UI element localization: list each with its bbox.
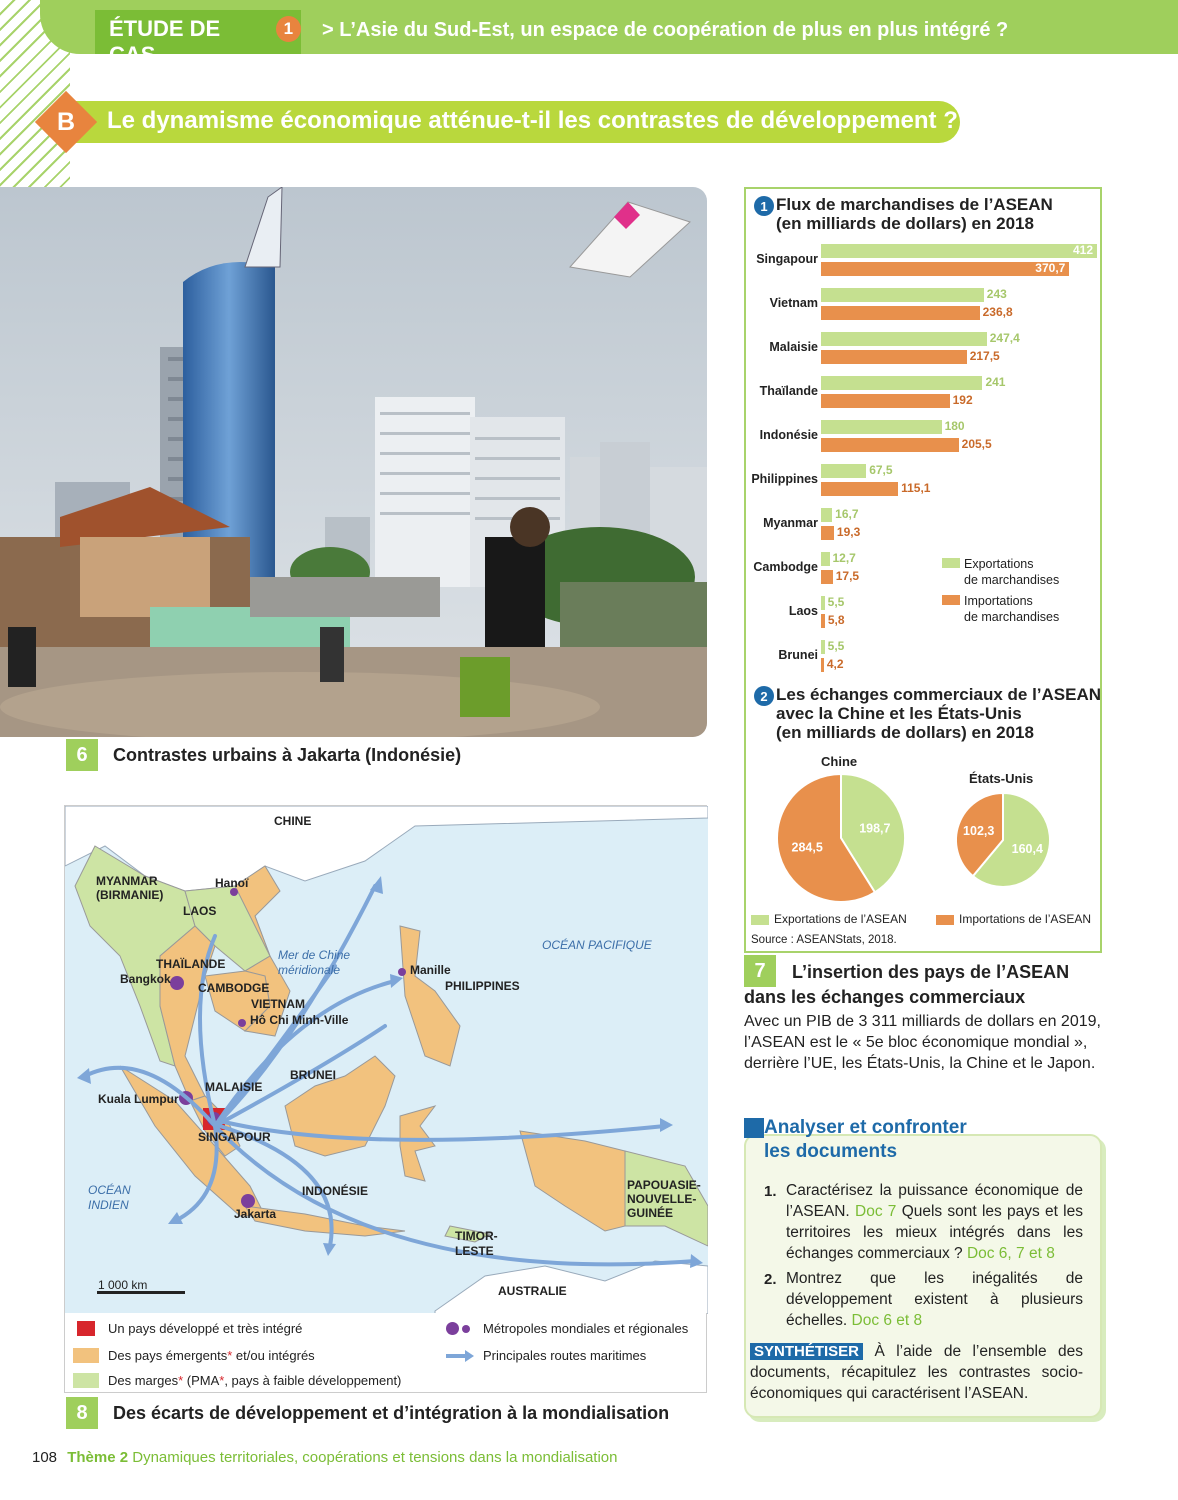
legend-emerging-swatch <box>73 1348 99 1363</box>
pie-legend-import-label: Importations de l’ASEAN <box>959 912 1092 926</box>
legend-margins-suffix: , pays à faible développement) <box>224 1373 402 1388</box>
synthesis-label: SYNTHÉTISER <box>750 1343 863 1360</box>
pie-value-label: 198,7 <box>859 821 891 836</box>
pie-china-title: Chine <box>821 754 858 769</box>
map-label-indonesie: INDONÉSIE <box>302 1184 369 1198</box>
export-bar <box>821 596 825 610</box>
case-study-title: > L’Asie du Sud-Est, un espace de coopération de plus en plus intégré ? <box>322 19 1009 41</box>
export-bar <box>821 508 832 522</box>
legend-metro-big-dot <box>446 1322 459 1335</box>
map-label-kuala-lumpur: Kuala Lumpur <box>98 1092 179 1106</box>
import-value-label: 5,8 <box>827 613 845 627</box>
doc6-number: 6 <box>66 739 98 771</box>
category-label: Brunei <box>778 648 818 662</box>
activity-title-line2: les documents <box>764 1141 898 1162</box>
category-label: Singapour <box>756 252 818 266</box>
legend-margins-label <box>108 1373 401 1388</box>
import-bar <box>821 438 959 452</box>
chart2-title-line2: avec la Chine et les États-Unis <box>776 704 1022 723</box>
pie-value-label: 102,3 <box>963 824 995 839</box>
map-label-bangkok: Bangkok <box>120 972 171 986</box>
export-bar <box>821 288 984 302</box>
export-value-label: 12,7 <box>832 551 856 565</box>
import-bar <box>821 658 824 672</box>
case-study-number: 1 <box>276 16 301 42</box>
category-label: Cambodge <box>753 560 818 574</box>
export-bar <box>821 640 825 654</box>
synthesis-text: À l’aide de l’ensemble des documents, récapitulez les contrastes socio-économiques qui caractérisent l’ASEAN. <box>750 1343 1083 1402</box>
map-label-brunei: BRUNEI <box>290 1068 337 1082</box>
legend-margins-asterisk1: * <box>178 1373 184 1388</box>
export-value-label: 241 <box>985 375 1006 389</box>
legend-routes-label: Principales routes maritimes <box>483 1348 647 1363</box>
export-bar <box>821 552 830 566</box>
q2-part1: Montrez que les inégalités de développement existent à plusieurs échelles. <box>786 1270 1083 1329</box>
jakarta-photo <box>0 187 707 737</box>
q1-text <box>786 1180 1083 1264</box>
category-label: Myanmar <box>763 516 818 530</box>
doc8-caption: Des écarts de développement et d’intégration à la mondialisation <box>113 1403 670 1423</box>
doc8-number: 8 <box>66 1397 98 1429</box>
pie-usa-title: États-Unis <box>969 771 1034 786</box>
q1-ref1: Doc 7 <box>855 1203 897 1220</box>
chart2-title-line3: (en milliards de dollars) en 2018 <box>776 723 1034 742</box>
map-scale-label: 1 000 km <box>98 1278 148 1292</box>
section-letter: B <box>56 107 76 136</box>
legend-emerging-text: Des pays émergents <box>108 1348 228 1363</box>
map-label-timor: TIMOR- LESTE <box>455 1229 498 1258</box>
import-bar <box>821 482 898 496</box>
footer-theme: Thème 2 <box>67 1449 129 1466</box>
pie-value-label: 284,5 <box>791 840 823 855</box>
map-label-vietnam: VIETNAM <box>251 997 305 1011</box>
chart1-number: 1 <box>754 196 774 216</box>
activity-title-line1: Analyser et confronter <box>764 1117 967 1138</box>
chart2-title-line1: Les échanges commerciaux de l’ASEAN <box>776 685 1102 704</box>
legend-margins-mid: (PMA <box>183 1373 220 1388</box>
map-label-mer-de-chine: Mer de Chine méridionale <box>278 948 351 977</box>
category-label: Malaisie <box>769 340 818 354</box>
map-label-ocean-pacifique: OCÉAN PACIFIQUE <box>542 938 652 952</box>
legend-emerging-asterisk: * <box>227 1348 233 1363</box>
q1-part1: Caractérisez la puissance économique de l’ASEAN. <box>786 1182 1083 1220</box>
category-label: Indonésie <box>759 428 818 442</box>
map-label-thailande: THAÏLANDE <box>156 957 226 971</box>
map-label-laos: LAOS <box>183 904 217 918</box>
import-value-label: 236,8 <box>982 305 1013 319</box>
pie-legend-import-swatch <box>936 915 954 925</box>
export-value-label: 5,5 <box>827 639 845 653</box>
legend-import-line1: Importations <box>964 594 1033 608</box>
q2-ref: Doc 6 et 8 <box>851 1312 923 1329</box>
map-label-hcm: Hô Chi Minh-Ville <box>250 1013 349 1027</box>
doc6-caption: Contrastes urbains à Jakarta (Indonésie) <box>113 745 462 765</box>
map-label-australie: AUSTRALIE <box>498 1284 567 1298</box>
category-label: Vietnam <box>769 296 818 310</box>
map-label-chine: CHINE <box>274 814 312 828</box>
export-bar <box>821 464 866 478</box>
export-bar <box>821 420 942 434</box>
import-bar <box>821 306 980 320</box>
page-number: 108 <box>32 1449 58 1466</box>
import-bar <box>821 570 833 584</box>
legend-developed-label: Un pays développé et très intégré <box>108 1321 303 1336</box>
section-title: Le dynamisme économique atténue-t-il les contrastes de développement ? <box>107 107 958 134</box>
legend-export-line1: Exportations <box>964 557 1034 571</box>
map-label-malaisie: MALAISIE <box>205 1080 263 1094</box>
page-footer <box>32 1449 618 1466</box>
legend-export-line2: de marchandises <box>964 573 1060 587</box>
export-value-label: 412 <box>1072 243 1093 257</box>
map-label-cambodge: CAMBODGE <box>198 981 270 995</box>
import-value-label: 115,1 <box>901 481 931 495</box>
chart2-number: 2 <box>754 686 774 706</box>
doc7-text: Avec un PIB de 3 311 milliards de dollars en 2019, l’ASEAN est le « 5e bloc économique mondial », derrière l’UE, les États-Unis, la Chine et le Japon. <box>744 1013 1101 1072</box>
import-value-label: 217,5 <box>969 349 1000 363</box>
map-label-myanmar: MYANMAR (BIRMANIE) <box>96 874 164 902</box>
legend-margins-text: Des marges <box>108 1373 179 1388</box>
export-bar <box>821 332 987 346</box>
export-value-label: 5,5 <box>827 595 845 609</box>
legend-margins-swatch <box>73 1373 99 1388</box>
activity-corner-mark <box>744 1118 764 1138</box>
case-study-label: ÉTUDE DE CAS <box>109 16 221 67</box>
export-bar <box>821 376 982 390</box>
legend-export-label <box>964 556 1059 588</box>
footer-theme-title: Dynamiques territoriales, coopérations et tensions dans la mondialisation <box>132 1449 618 1466</box>
legend-import-label <box>964 593 1059 625</box>
doc7-title: L’insertion des pays de l’ASEAN dans les échanges commerciaux <box>744 962 1070 1007</box>
map-label-philippines: PHILIPPINES <box>445 979 520 993</box>
legend-emerging-suffix: et/ou intégrés <box>232 1348 315 1363</box>
q2-text <box>786 1268 1083 1331</box>
import-value-label: 192 <box>952 393 973 407</box>
import-bar <box>821 394 950 408</box>
chart2-title <box>776 685 1101 742</box>
pie-value-label: 160,4 <box>1011 841 1043 856</box>
chart1-title-line1: Flux de marchandises de l’ASEAN <box>776 195 1053 214</box>
legend-metro-small-dot <box>462 1325 470 1333</box>
legend-metro-label: Métropoles mondiales et régionales <box>483 1321 689 1336</box>
category-label: Laos <box>788 604 818 618</box>
q2-number: 2. <box>764 1271 777 1288</box>
q1-number: 1. <box>764 1183 777 1200</box>
legend-import-line2: de marchandises <box>964 610 1060 624</box>
import-value-label: 205,5 <box>961 437 992 451</box>
pie-legend-export-swatch <box>751 915 769 925</box>
q1-ref2: Doc 6, 7 et 8 <box>966 1245 1055 1262</box>
map-label-manille: Manille <box>410 963 451 977</box>
pie-legend-export-label: Exportations de l’ASEAN <box>774 912 907 926</box>
legend-margins-asterisk2: * <box>219 1373 225 1388</box>
doc7-source: Source : ASEANStats, 2018. <box>751 934 897 946</box>
import-bar <box>821 614 825 628</box>
import-value-label: 4,2 <box>826 657 844 671</box>
import-value-label: 17,5 <box>835 569 860 583</box>
map-label-png: PAPOUASIE- NOUVELLE- GUINÉE <box>627 1178 701 1220</box>
asean-trade-pies <box>744 770 1102 910</box>
category-label: Philippines <box>751 472 818 486</box>
chart1-title-line2: (en milliards de dollars) en 2018 <box>776 214 1034 233</box>
import-value-label: 19,3 <box>836 525 861 539</box>
chart1-title <box>776 195 1053 233</box>
legend-export-swatch <box>942 558 960 568</box>
map-label-ocean-indien: OCÉAN INDIEN <box>88 1183 131 1212</box>
export-value-label: 67,5 <box>869 463 893 477</box>
import-bar <box>821 526 834 540</box>
export-value-label: 16,7 <box>835 507 859 521</box>
map-label-singapour: SINGAPOUR <box>198 1130 271 1144</box>
doc7-number: 7 <box>744 955 776 987</box>
map-label-jakarta: Jakarta <box>234 1207 277 1221</box>
legend-developed-swatch <box>77 1321 95 1336</box>
legend-route-arrow-icon <box>445 1349 475 1363</box>
map-label-hanoi: Hanoï <box>215 876 249 890</box>
export-bar <box>821 244 1097 258</box>
synthesis-block <box>750 1341 1083 1404</box>
activity-title <box>764 1116 967 1164</box>
import-bar <box>821 350 967 364</box>
export-value-label: 243 <box>986 287 1007 301</box>
case-study-tag <box>95 10 301 67</box>
legend-import-swatch <box>942 595 960 605</box>
export-value-label: 180 <box>944 419 965 433</box>
legend-emerging-label <box>108 1348 315 1363</box>
export-value-label: 247,4 <box>989 331 1020 345</box>
category-label: Thaïlande <box>759 384 818 398</box>
import-value-label: 370,7 <box>1035 261 1066 275</box>
q1-part2: Quels sont les pays et les territoires les mieux intégrés dans les échanges commerciaux ? <box>786 1203 1083 1262</box>
